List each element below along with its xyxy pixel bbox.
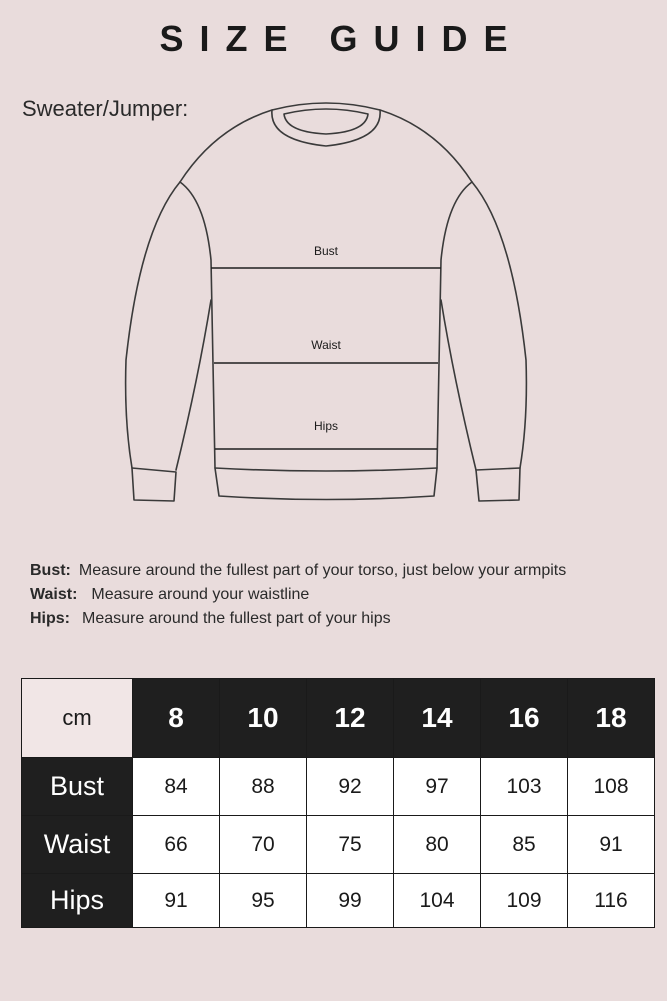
legend-term: Bust: [30, 562, 71, 579]
legend-term: Waist: [30, 586, 78, 603]
page-title: SIZE GUIDE [159, 18, 524, 59]
size-header-cell: 8 [133, 679, 220, 758]
table-cell: 92 [307, 758, 394, 816]
row-header-hips: Hips [22, 874, 133, 928]
table-cell: 108 [568, 758, 655, 816]
table-cell: 97 [394, 758, 481, 816]
table-row [22, 874, 655, 928]
table-cell: 66 [133, 816, 220, 874]
unit-cell: cm [22, 679, 133, 758]
table-cell: 84 [133, 758, 220, 816]
garment-type-label: Sweater/Jumper: [22, 96, 189, 121]
size-chart-table [21, 678, 655, 928]
table-cell: 75 [307, 816, 394, 874]
bust-label: Bust [313, 244, 339, 258]
size-header-cell: 14 [394, 679, 481, 758]
legend-text: Measure around the fullest part of your hips [82, 610, 391, 627]
table-cell: 109 [481, 874, 568, 928]
table-cell: 116 [568, 874, 655, 928]
table-cell: 104 [394, 874, 481, 928]
table-cell: 95 [220, 874, 307, 928]
measurement-legend [30, 559, 566, 631]
table-cell: 91 [568, 816, 655, 874]
legend-text: Measure around the fullest part of your torso, just below your armpits [78, 562, 567, 579]
table-cell: 88 [220, 758, 307, 816]
size-header-row [22, 679, 655, 758]
size-header-cell: 18 [568, 679, 655, 758]
legend-item-hips [30, 607, 566, 631]
legend-term: Hips: [30, 610, 70, 627]
table-cell: 70 [220, 816, 307, 874]
waist-label: Waist [311, 338, 341, 352]
legend-item-waist [30, 583, 566, 607]
row-header-waist: Waist [22, 816, 133, 874]
table-cell: 91 [133, 874, 220, 928]
row-header-bust: Bust [22, 758, 133, 816]
legend-item-bust [30, 559, 566, 583]
table-cell: 99 [307, 874, 394, 928]
table-cell: 80 [394, 816, 481, 874]
table-row [22, 758, 655, 816]
table-cell: 103 [481, 758, 568, 816]
size-header-cell: 12 [307, 679, 394, 758]
size-header-cell: 16 [481, 679, 568, 758]
legend-text: Measure around your waistline [91, 586, 310, 603]
table-cell: 85 [481, 816, 568, 874]
table-row [22, 816, 655, 874]
hips-label: Hips [313, 419, 339, 433]
sweater-outline-icon [0, 90, 667, 510]
size-header-cell: 10 [220, 679, 307, 758]
